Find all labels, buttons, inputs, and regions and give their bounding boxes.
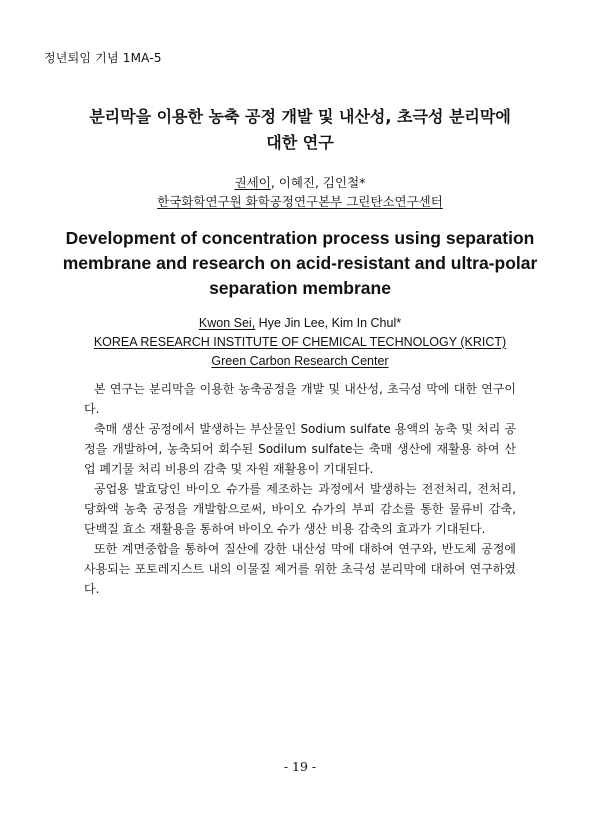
english-institute: KOREA RESEARCH INSTITUTE OF CHEMICAL TECHNOLOGY (KRICT) [93, 335, 507, 349]
korean-presenting-author: 권세이 [234, 175, 271, 190]
page-number: - 19 - [283, 759, 317, 774]
korean-co-authors: , 이혜진, 김인철* [270, 175, 366, 190]
english-presenting-author: Kwon Sei, [198, 316, 256, 330]
english-research-center: Green Carbon Research Center [211, 354, 389, 368]
abstract-paragraph-3: 공업용 발효당인 바이오 슈가를 제조하는 과정에서 발생하는 전전처리, 전처리, 당화액 농축 공정을 개발함으로써, 바이오 슈가의 부피 감소를 통한 물류비 감축, 단백질 효소 재활용을 통하여 바이오 슈가 생산 비용 감축의 효과가 기대된다. [84, 482, 516, 536]
korean-authors-block [0, 173, 600, 211]
korean-affiliation: 한국화학연구원 화학공정연구본부 그린탄소연구센터 [157, 194, 443, 209]
abstract-body [84, 379, 516, 599]
korean-author-list [0, 173, 600, 192]
english-title-line-1: Development of concentration process using separation [65, 228, 535, 248]
english-title [0, 226, 600, 301]
korean-title [0, 104, 600, 156]
korean-title-line-2: 대한 연구 [266, 133, 334, 152]
english-authors-block [0, 314, 600, 371]
korean-title-line-1: 분리막을 이용한 농축 공정 개발 및 내산성, 초극성 분리막에 [89, 107, 511, 126]
english-title-line-3: separation membrane [209, 278, 391, 298]
english-title-line-2: membrane and research on acid-resistant and ultra-polar [62, 253, 538, 273]
english-author-list [0, 314, 600, 333]
abstract-paragraph-1: 본 연구는 분리막을 이용한 농축공정을 개발 및 내산성, 초극성 막에 대한 연구이다. [84, 382, 516, 416]
abstract-paragraph-2: 축매 생산 공정에서 발생하는 부산물인 Sodium sulfate 용액의 농축 및 처리 공정을 개발하여, 농축되어 회수된 Sodilum sulfate는 축매 생산에 재활용 하여 산업 폐기물 처리 비용의 감축 및 자원 재활용이 기대된다. [84, 422, 516, 476]
abstract-paragraph-4: 또한 계면중합을 통하여 질산에 강한 내산성 막에 대하여 연구와, 반도체 공정에 사용되는 포토레지스트 내의 이물질 제거를 위한 초극성 분리막에 대하여 연구하였다. [84, 542, 516, 596]
english-co-authors: Hye Jin Lee, Kim In Chul* [255, 316, 402, 330]
event-label: 정년퇴임 기념 1MA-5 [44, 51, 162, 65]
